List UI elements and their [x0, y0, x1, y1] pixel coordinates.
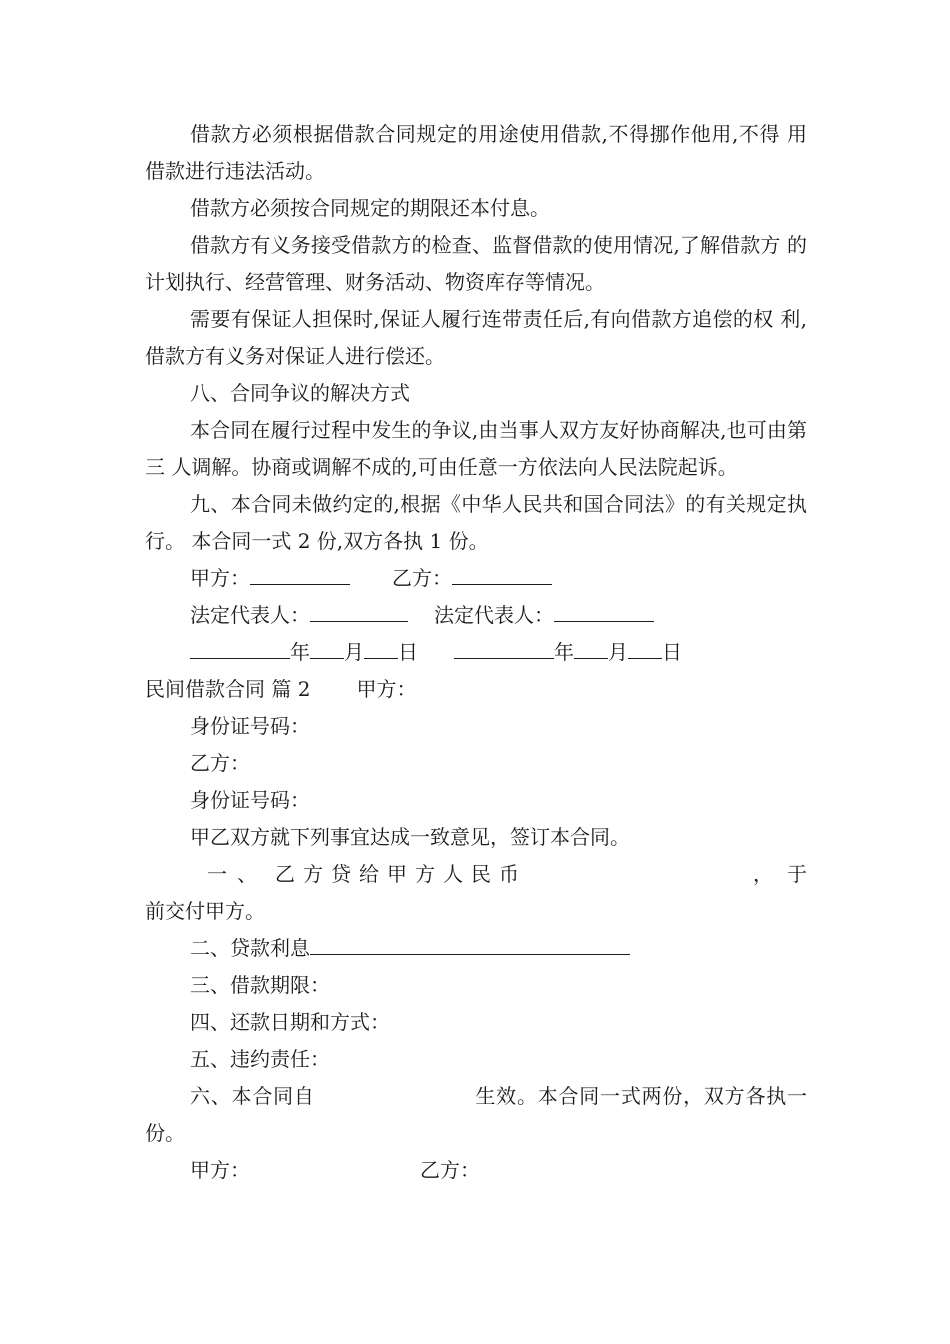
- date-b-year: 年: [554, 640, 574, 664]
- item1-comma: ，: [753, 862, 773, 886]
- item1-char: 给: [359, 862, 379, 886]
- item1-char: 方: [303, 862, 323, 886]
- final-party-a: 甲方：: [190, 1158, 250, 1182]
- party-b-label-2: 乙方：: [190, 751, 250, 775]
- date-a-day-blank: [364, 636, 398, 659]
- section2-party-a-label: 甲方：: [356, 677, 417, 701]
- date-a-month: 月: [344, 640, 364, 664]
- item1-continuation: 前交付甲方。: [145, 899, 265, 923]
- date-b-day: 日: [662, 640, 682, 664]
- rep-b-label: 法定代表人：: [434, 603, 554, 627]
- paragraph-guarantor: 需要有保证人担保时,保证人履行连带责任后,有向借款方追偿的权 利,借款方有义务对保证人进行偿还。: [145, 307, 807, 368]
- final-sign-row: [145, 1152, 807, 1189]
- paragraph-repayment: 借款方必须按合同规定的期限还本付息。: [190, 196, 550, 220]
- party-a-label: 甲方：: [190, 566, 250, 590]
- date-b-year-blank: [454, 636, 554, 659]
- date-a-day: 日: [398, 640, 418, 664]
- paragraph-usage: 借款方必须根据借款合同规定的用途使用借款,不得挪作他用,不得 用借款进行违法活动。: [145, 122, 807, 183]
- party-b-label: 乙方：: [392, 566, 452, 590]
- item2-label: 二、贷款利息: [190, 936, 310, 960]
- item1-char: 方: [415, 862, 435, 886]
- item4-line: 四、还款日期和方式：: [190, 1010, 390, 1034]
- section-heading-dispute: 八、合同争议的解决方式: [190, 381, 410, 405]
- section2-heading-row: [145, 671, 807, 708]
- item2-line: [145, 930, 807, 967]
- final-party-b: 乙方：: [420, 1158, 480, 1182]
- rep-b-blank: [554, 599, 654, 622]
- paragraph-dispute: 本合同在履行过程中发生的争议,由当事人双方友好协商解决,也可由第三 人调解。协商或调解不成的,可由任意一方依法向人民法院起诉。: [145, 418, 807, 479]
- party-b-blank: [452, 562, 552, 585]
- date-b-day-blank: [628, 636, 662, 659]
- item1-yu: 于: [787, 862, 807, 886]
- date-b-month: 月: [608, 640, 628, 664]
- item1-char: 币: [499, 862, 519, 886]
- paragraph-unspecified: 九、本合同未做约定的,根据《中华人民共和国合同法》的有关规定执行。 本合同一式 2 份,双方各执 1 份。: [145, 492, 807, 553]
- item1-char: 乙: [275, 862, 295, 886]
- signature-date-row: [145, 634, 807, 671]
- id-a-label: 身份证号码：: [190, 714, 310, 738]
- party-a-blank: [250, 562, 350, 585]
- item6-paragraph: [145, 1078, 807, 1152]
- date-a-year: 年: [290, 640, 310, 664]
- item5-line: 五、违约责任：: [190, 1047, 330, 1071]
- item6-start: 六、本合同自: [190, 1084, 315, 1108]
- item1-char: 人: [443, 862, 463, 886]
- item6-end: 生效。本合同一式两份，双方各执一份。: [145, 1084, 808, 1145]
- id-b-label: 身份证号码：: [190, 788, 310, 812]
- item1-char: 一: [207, 862, 227, 886]
- section2-heading: 民间借款合同 篇 2: [145, 677, 311, 701]
- document-page: [145, 116, 807, 1189]
- item1-char: 贷: [331, 862, 351, 886]
- item1-char: 、: [237, 862, 257, 886]
- item1-char: 民: [471, 862, 491, 886]
- item3-line: 三、借款期限：: [190, 973, 330, 997]
- paragraph-inspection: 借款方有义务接受借款方的检查、监督借款的使用情况,了解借款方 的计划执行、经营管理、财务活动、物资库存等情况。: [145, 233, 807, 294]
- date-a-year-blank: [190, 636, 290, 659]
- item1-char: 甲: [387, 862, 407, 886]
- intro-line: 甲乙双方就下列事宜达成一致意见，签订本合同。: [190, 825, 630, 849]
- item2-blank: [310, 932, 630, 955]
- signature-rep-row: [145, 597, 807, 634]
- item1-line: [145, 856, 807, 893]
- date-a-month-blank: [310, 636, 344, 659]
- rep-a-label: 法定代表人：: [190, 603, 310, 627]
- rep-a-blank: [310, 599, 408, 622]
- signature-parties-row: [145, 560, 807, 597]
- date-b-month-blank: [574, 636, 608, 659]
